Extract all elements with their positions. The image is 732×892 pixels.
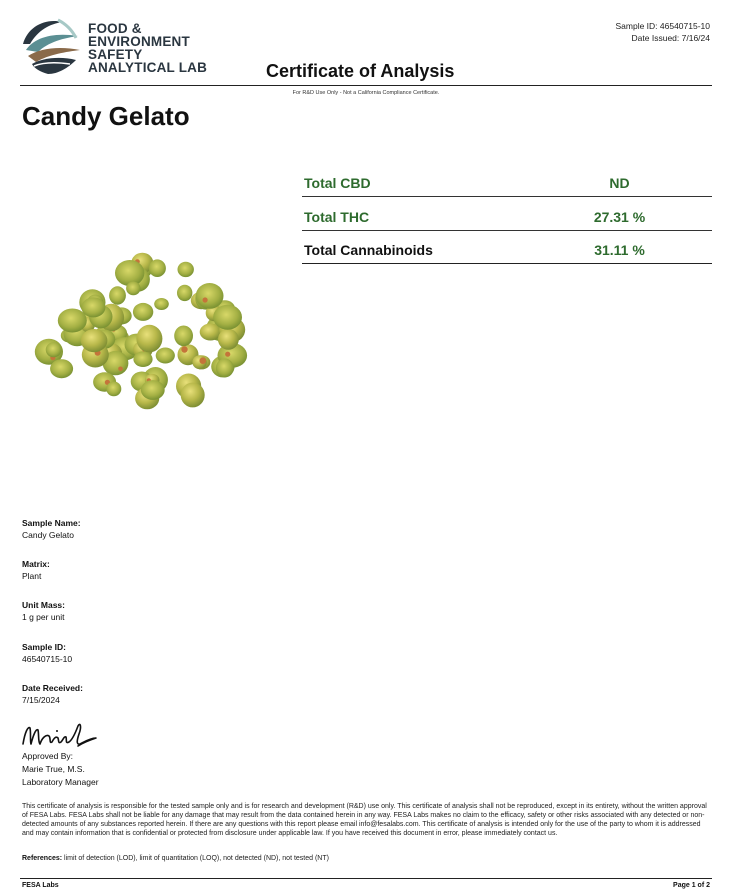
bud-shape bbox=[109, 286, 126, 304]
bud-shape bbox=[126, 282, 140, 296]
sample-id-block bbox=[22, 641, 72, 665]
footer-divider bbox=[20, 878, 712, 879]
sample-name-label: Sample Name: bbox=[22, 518, 81, 528]
logo-line-2: ENVIRONMENT bbox=[88, 34, 190, 49]
legal-disclaimer: This certificate of analysis is responsible for the tested sample only and is for research and development (R&D) use only. This certificate of analysis shall not be reproduced, except in its entirety, without the written approval of FESA Labs. FESA Labs shall not be liable for any damage that may result from the data contained herein in any way. FESA Labs makes no claim to the efficacy, safety or other risks associated with any detected or non-detected amounts of any substances reported herein. If there are any questions with this report please email info@fesalabs.com. This certificate of analysis is intended only for the use of the party to whom it is addressed and may contain information that is confidential or protected from disclosure under applicable law. If you have received this document in error, please immediately contact us. bbox=[22, 803, 707, 837]
logo-wordmark bbox=[88, 22, 207, 74]
potency-row-total bbox=[302, 230, 712, 264]
matrix-value: Plant bbox=[22, 571, 42, 581]
potency-label: Total CBD bbox=[304, 175, 371, 191]
fesa-logo-icon bbox=[20, 16, 82, 78]
references-text: limit of detection (LOD), limit of quantitation (LOQ), not detected (ND), not tested (NT) bbox=[64, 855, 329, 862]
bud-shape bbox=[154, 298, 169, 310]
unit-mass-label: Unit Mass: bbox=[22, 600, 65, 610]
date-received-label: Date Received: bbox=[22, 683, 83, 693]
product-name: Candy Gelato bbox=[22, 101, 190, 131]
matrix-label: Matrix: bbox=[22, 559, 50, 569]
approved-by-label: Approved By: bbox=[22, 751, 74, 761]
sample-id-label: Sample ID: bbox=[22, 642, 66, 652]
bud-shape bbox=[156, 348, 175, 364]
approver-title: Laboratory Manager bbox=[22, 777, 99, 787]
bud-shape bbox=[216, 359, 234, 378]
bud-shape bbox=[218, 329, 239, 350]
potency-value: 31.11 % bbox=[594, 242, 645, 258]
bud-shape bbox=[196, 283, 224, 309]
date-received-block bbox=[22, 682, 83, 706]
signature-image bbox=[20, 720, 110, 752]
bud-shape bbox=[81, 297, 105, 317]
footer-page-number: Page 1 of 2 bbox=[673, 882, 710, 889]
bud-shape bbox=[115, 260, 144, 286]
potency-label: Total THC bbox=[304, 209, 370, 225]
logo-line-3: SAFETY bbox=[88, 47, 143, 62]
unit-mass-value: 1 g per unit bbox=[22, 612, 65, 622]
bud-shape bbox=[46, 342, 62, 357]
footer-lab-name: FESA Labs bbox=[22, 882, 59, 889]
document-title: Certificate of Analysis bbox=[266, 61, 455, 81]
bud-shape bbox=[149, 259, 166, 277]
bud-shape bbox=[177, 285, 192, 301]
bud-shape bbox=[141, 380, 165, 400]
potency-label: Total Cannabinoids bbox=[304, 242, 433, 258]
references-line bbox=[22, 855, 329, 862]
header-meta bbox=[615, 20, 710, 44]
bud-shape bbox=[133, 351, 152, 367]
bud-shape bbox=[81, 329, 108, 352]
bud-shape bbox=[106, 382, 121, 397]
date-received-value: 7/15/2024 bbox=[22, 695, 60, 705]
bud-pistil bbox=[200, 357, 207, 364]
bud-pistil bbox=[181, 346, 187, 352]
potency-row-thc bbox=[302, 197, 712, 231]
sample-photo bbox=[24, 240, 254, 435]
bud-pistil bbox=[203, 297, 208, 302]
bud-shape bbox=[174, 326, 193, 347]
bud-shape bbox=[50, 359, 73, 378]
bud-shape bbox=[181, 383, 205, 408]
bud-shape bbox=[213, 305, 242, 330]
bud-shape bbox=[136, 325, 162, 353]
matrix-block bbox=[22, 558, 50, 582]
bud-pistil bbox=[225, 352, 230, 357]
header-divider bbox=[20, 85, 712, 86]
potency-value: ND bbox=[609, 175, 630, 191]
header-sample-id: Sample ID: 46540715-10 bbox=[615, 21, 710, 31]
bud-shape bbox=[58, 309, 87, 333]
bud-shape bbox=[133, 303, 153, 321]
sample-name-block bbox=[22, 517, 81, 541]
bud-pistil bbox=[118, 367, 123, 372]
potency-value: 27.31 % bbox=[593, 209, 646, 225]
references-label: References: bbox=[22, 855, 63, 862]
sample-name-value: Candy Gelato bbox=[22, 530, 74, 540]
approver-name: Marie True, M.S. bbox=[22, 764, 85, 774]
logo-line-1: FOOD & bbox=[88, 21, 142, 36]
unit-mass-block bbox=[22, 599, 65, 623]
header-date-issued: Date Issued: 7/16/24 bbox=[631, 33, 710, 43]
bud-shape bbox=[178, 262, 194, 277]
approval-block bbox=[22, 750, 99, 788]
rd-disclaimer: For R&D Use Only - Not a California Compliance Certificate. bbox=[292, 90, 440, 96]
logo-line-4: ANALYTICAL LAB bbox=[88, 60, 208, 75]
potency-row-cbd bbox=[302, 163, 712, 197]
sample-id-value: 46540715-10 bbox=[22, 654, 73, 664]
